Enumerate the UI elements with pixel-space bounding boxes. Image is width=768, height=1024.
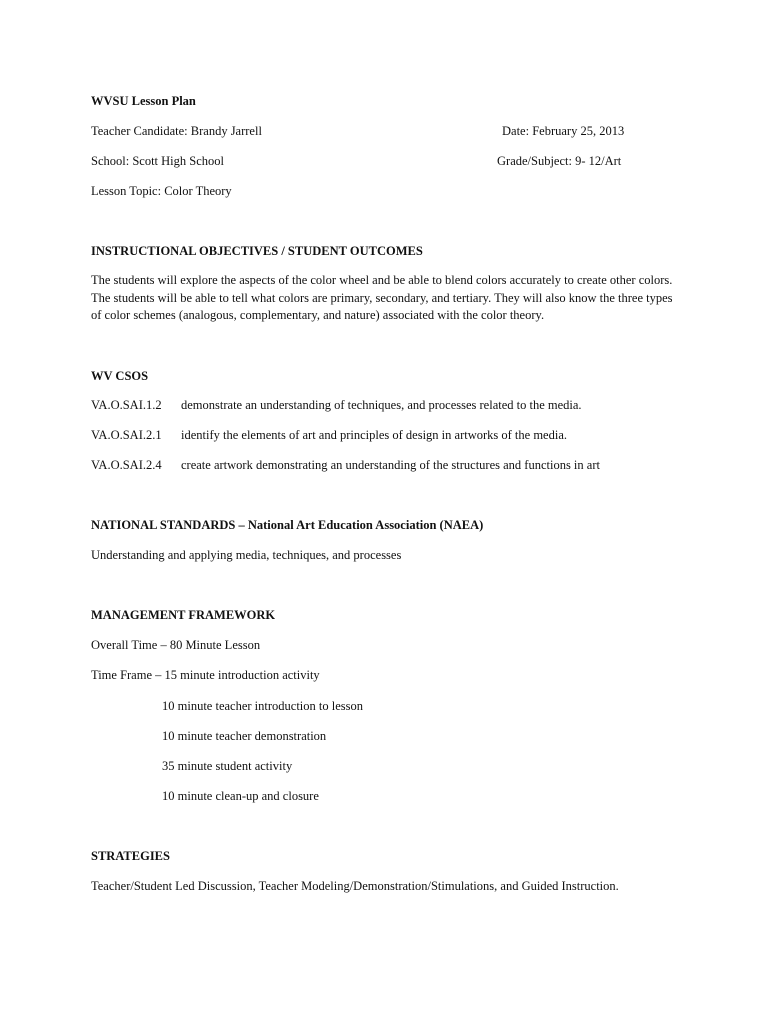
lesson-topic: Lesson Topic: Color Theory (91, 184, 232, 198)
teacher-candidate: Teacher Candidate: Brandy Jarrell (91, 124, 262, 138)
time-frame-step: 35 minute student activity (162, 759, 293, 773)
objectives-line: The students will be able to tell what colors are primary, secondary, and tertiary. They will also know the three types (91, 290, 673, 305)
csos-code: VA.O.SAI.2.1 (91, 428, 162, 442)
csos-description: demonstrate an understanding of techniques, and processes related to the media. (181, 398, 582, 412)
overall-time: Overall Time – 80 Minute Lesson (91, 638, 261, 652)
national-standards-heading: NATIONAL STANDARDS – National Art Education Association (NAEA) (91, 518, 484, 532)
objectives-line: of color schemes (analogous, complementary, and nature) associated with the color theory. (91, 308, 545, 322)
csos-description: create artwork demonstrating an understanding of the structures and functions in art (181, 458, 600, 472)
national-standards-text: Understanding and applying media, techniques, and processes (91, 548, 402, 562)
time-frame-step: 10 minute teacher introduction to lesson (162, 699, 363, 713)
document-title: WVSU Lesson Plan (91, 94, 196, 108)
school-name: School: Scott High School (91, 154, 224, 168)
grade-subject: Grade/Subject: 9- 12/Art (497, 154, 622, 168)
objectives-heading: INSTRUCTIONAL OBJECTIVES / STUDENT OUTCOMES (91, 244, 423, 258)
csos-description: identify the elements of art and principles of design in artworks of the media. (181, 428, 567, 442)
time-frame: Time Frame – 15 minute introduction activity (91, 668, 320, 682)
csos-heading: WV CSOS (91, 369, 149, 383)
lesson-date: Date: February 25, 2013 (502, 124, 625, 138)
management-heading: MANAGEMENT FRAMEWORK (91, 608, 276, 622)
time-frame-step: 10 minute clean-up and closure (162, 789, 319, 803)
strategies-text: Teacher/Student Led Discussion, Teacher Modeling/Demonstration/Stimulations, and Guided Instruction. (91, 879, 619, 893)
time-frame-step: 10 minute teacher demonstration (162, 729, 327, 743)
csos-code: VA.O.SAI.2.4 (91, 458, 162, 472)
csos-code: VA.O.SAI.1.2 (91, 398, 162, 412)
objectives-line: The students will explore the aspects of the color wheel and be able to blend colors accurately to create other colors. (91, 273, 673, 287)
strategies-heading: STRATEGIES (91, 849, 170, 863)
objectives-paragraph (91, 272, 691, 325)
